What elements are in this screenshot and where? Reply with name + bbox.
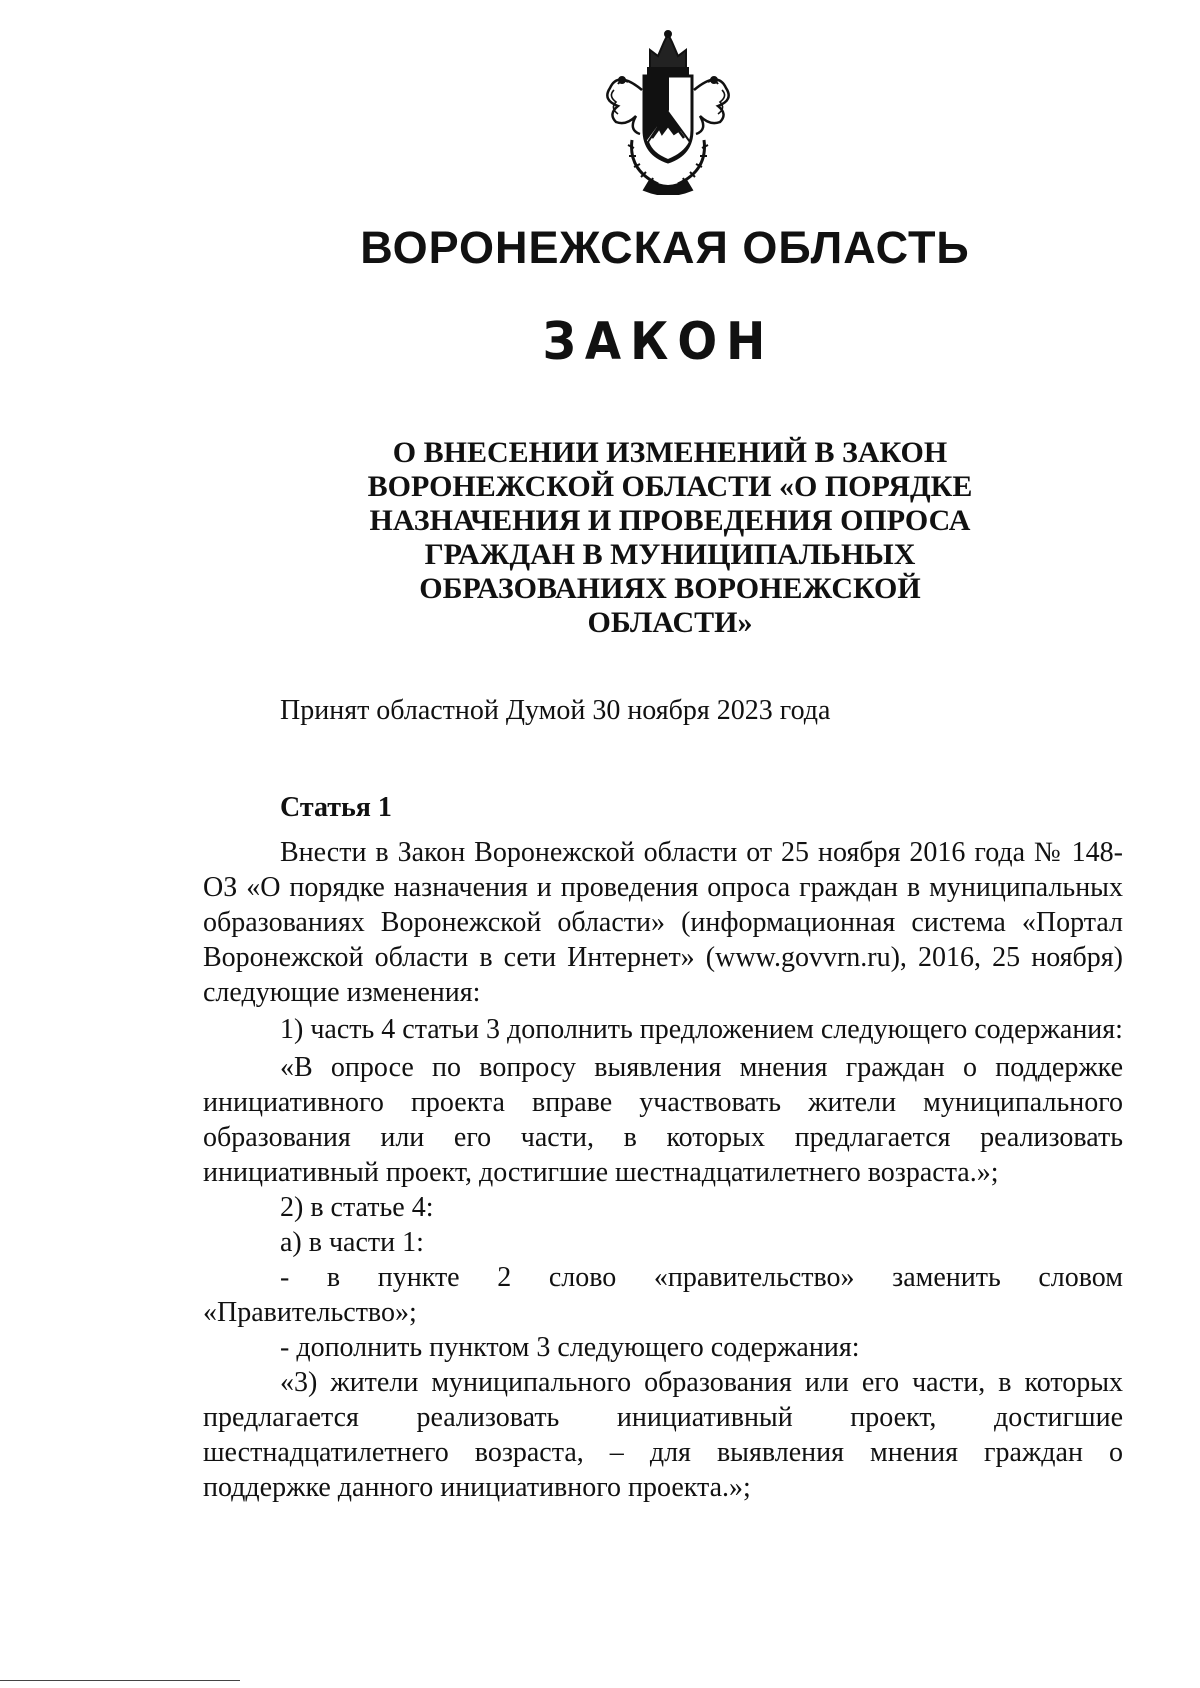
article-items-block	[203, 1012, 1123, 1505]
region-title: ВОРОНЕЖСКАЯ ОБЛАСТЬ	[360, 222, 970, 273]
coat-of-arms-emblem	[588, 30, 748, 195]
heading-line: ОБРАЗОВАНИЯХ ВОРОНЕЖСКОЙ	[419, 572, 921, 605]
heading-line: ВОРОНЕЖСКОЙ ОБЛАСТИ «О ПОРЯДКЕ	[367, 470, 973, 503]
heading-line: О ВНЕСЕНИИ ИЗМЕНЕНИЙ В ЗАКОН	[392, 436, 948, 469]
item-1-paragraph: 1) часть 4 статьи 3 дополнить предложением следующего содержания:	[280, 1014, 1123, 1045]
article-title: Статья 1	[280, 792, 392, 823]
law-title: ЗАКОН	[542, 312, 775, 372]
footer-divider	[0, 1680, 240, 1681]
article-intro-paragraph: Внести в Закон Воронежской области от 25 ноября 2016 года № 148-ОЗ «О порядке назначения и проведения опроса граждан в муниципальных образованиях Воронежской области» (информационная система «Портал Воронежской области в сети Интернет» (www.govvrn.ru), 2016, 25 ноября) следующие изменения:	[203, 837, 1123, 1008]
bullet-2-paragraph: - дополнить пунктом 3 следующего содержания:	[280, 1332, 860, 1363]
article-intro-block	[203, 835, 1123, 1010]
heading-line: ГРАЖДАН В МУНИЦИПАЛЬНЫХ	[424, 538, 916, 571]
item-2a-paragraph: а) в части 1:	[280, 1227, 424, 1258]
adoption-note: Принят областной Думой 30 ноября 2023 года	[280, 695, 831, 726]
item-2-paragraph: 2) в статье 4:	[280, 1192, 434, 1223]
heading-line: ОБЛАСТИ»	[587, 606, 753, 639]
quote-1-paragraph: «В опросе по вопросу выявления мнения граждан о поддержке инициативного проекта вправе участвовать жители муниципального образования или его части, в которых предлагается реализовать инициативный проект, достигшие шестнадцатилетнего возраста.»;	[203, 1052, 1123, 1188]
bullet-1-paragraph: - в пункте 2 слово «правительство» заменить словом «Правительство»;	[203, 1262, 1123, 1328]
quote-2-paragraph: «3) жители муниципального образования или его части, в которых предлагается реализовать инициативный проект, достигшие шестнадцатилетнего возраста, – для выявления мнения граждан о поддержке данного инициативного проекта.»;	[203, 1367, 1123, 1503]
heading-line: НАЗНАЧЕНИЯ И ПРОВЕДЕНИЯ ОПРОСА	[369, 504, 971, 537]
document-heading	[330, 436, 1010, 640]
